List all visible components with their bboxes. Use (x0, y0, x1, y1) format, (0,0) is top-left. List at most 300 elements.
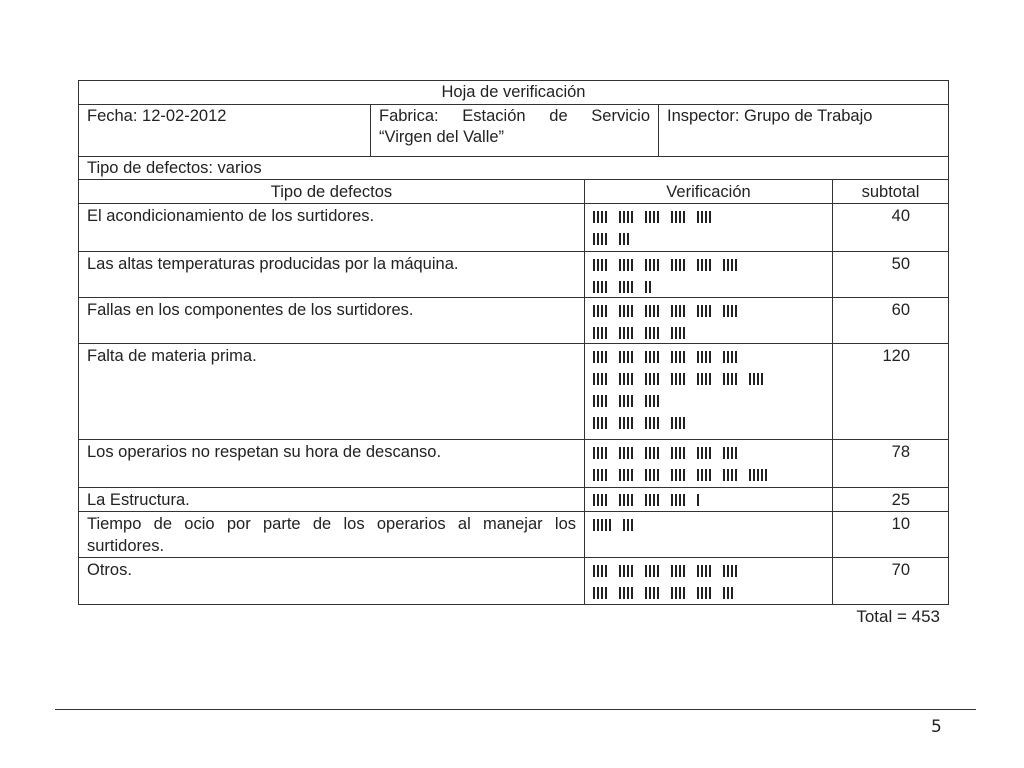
tally-stroke (645, 494, 647, 506)
tally-mark-group (697, 211, 711, 223)
tally-line (593, 490, 824, 510)
subtotal-cell: 25 (891, 491, 910, 509)
tally-stroke (683, 351, 685, 363)
tally-stroke (671, 587, 673, 599)
tally-mark-group (623, 519, 633, 531)
tally-mark-group (645, 565, 659, 577)
tally-stroke (683, 373, 685, 385)
tally-mark-group (593, 519, 611, 531)
tally-mark-group (697, 351, 711, 363)
tally-stroke (653, 351, 655, 363)
tally-stroke (593, 281, 595, 293)
tally-mark-group (593, 281, 607, 293)
tally-mark-group (593, 417, 607, 429)
tally-stroke (597, 447, 599, 459)
tally-mark-group (671, 211, 685, 223)
tally-stroke (601, 327, 603, 339)
tally-stroke (735, 469, 737, 481)
tally-stroke (593, 395, 595, 407)
tally-stroke (705, 565, 707, 577)
tally-stroke (605, 565, 607, 577)
tally-mark-group (645, 327, 659, 339)
tally-stroke (701, 587, 703, 599)
tally-stroke (709, 447, 711, 459)
tally-mark-group (645, 469, 659, 481)
tally-stroke (631, 519, 633, 531)
tally-stroke (731, 305, 733, 317)
tally-mark-group (671, 494, 685, 506)
data-rows (79, 204, 948, 604)
tally-stroke (735, 373, 737, 385)
tally-stroke (619, 373, 621, 385)
tally-stroke (749, 373, 751, 385)
tally-mark-group (723, 469, 737, 481)
tally-stroke (735, 259, 737, 271)
tally-stroke (597, 519, 599, 531)
tally-stroke (697, 565, 699, 577)
tally-stroke (619, 587, 621, 599)
tally-stroke (593, 447, 595, 459)
tally-stroke (619, 211, 621, 223)
tally-stroke (619, 469, 621, 481)
tally-stroke (623, 305, 625, 317)
tally-line (593, 276, 824, 298)
tally-stroke (623, 469, 625, 481)
tally-stroke (727, 259, 729, 271)
tally-stroke (735, 305, 737, 317)
tally-mark-group (723, 259, 737, 271)
tally-stroke (631, 469, 633, 481)
tally-stroke (757, 373, 759, 385)
tally-stroke (623, 587, 625, 599)
tally-stroke (653, 494, 655, 506)
tally-line (593, 560, 824, 582)
tally-mark-group (619, 565, 633, 577)
tally-stroke (605, 447, 607, 459)
tally-stroke (627, 211, 629, 223)
tally-stroke (675, 447, 677, 459)
tally-mark-group (645, 447, 659, 459)
tally-stroke (597, 587, 599, 599)
tally-stroke (645, 259, 647, 271)
tally-mark-group (697, 373, 711, 385)
tally-stroke (631, 211, 633, 223)
tally-stroke (701, 565, 703, 577)
tally-stroke (701, 305, 703, 317)
subtotal-cell: 78 (891, 443, 910, 461)
tally-stroke (631, 565, 633, 577)
tally-line (593, 582, 824, 604)
tally-stroke (657, 351, 659, 363)
header-subtotal: subtotal (861, 183, 920, 201)
tally-stroke (597, 417, 599, 429)
fecha-cell: Fecha: 12-02-2012 (79, 105, 371, 156)
subtotal-cell: 50 (891, 255, 910, 273)
tally-stroke (627, 494, 629, 506)
tally-stroke (671, 565, 673, 577)
tally-stroke (657, 395, 659, 407)
tally-stroke (605, 281, 607, 293)
tally-stroke (593, 305, 595, 317)
tally-mark-group (619, 447, 633, 459)
tally-cell (585, 204, 833, 251)
tally-stroke (705, 211, 707, 223)
tally-cell (585, 440, 833, 487)
tally-mark-group (593, 565, 607, 577)
tally-mark-group (619, 494, 633, 506)
tally-stroke (623, 211, 625, 223)
tally-stroke (593, 259, 595, 271)
tally-stroke (645, 587, 647, 599)
tally-stroke (631, 351, 633, 363)
tally-stroke (697, 587, 699, 599)
tally-mark-group (645, 417, 659, 429)
defect-type-cell: Otros. (79, 558, 585, 604)
tally-stroke (657, 565, 659, 577)
tally-stroke (649, 494, 651, 506)
table-row (79, 344, 948, 440)
tally-stroke (597, 259, 599, 271)
tally-stroke (735, 351, 737, 363)
tally-stroke (631, 305, 633, 317)
tally-stroke (627, 305, 629, 317)
tally-stroke (619, 327, 621, 339)
tally-stroke (645, 351, 647, 363)
tally-stroke (605, 469, 607, 481)
tally-mark-group (593, 395, 607, 407)
inspector-cell: Inspector: Grupo de Trabajo (667, 107, 873, 125)
tally-stroke (701, 373, 703, 385)
tally-mark-group (723, 447, 737, 459)
tally-mark-group (619, 281, 633, 293)
sheet-title-row (79, 81, 948, 105)
tally-stroke (593, 417, 595, 429)
tally-mark-group (619, 587, 633, 599)
tally-stroke (727, 565, 729, 577)
tally-stroke (627, 395, 629, 407)
tally-stroke (597, 305, 599, 317)
tally-stroke (601, 565, 603, 577)
tally-stroke (619, 305, 621, 317)
tally-stroke (657, 494, 659, 506)
tally-stroke (727, 447, 729, 459)
tally-stroke (623, 395, 625, 407)
column-header-row (79, 180, 948, 204)
tally-cell (585, 558, 833, 604)
tally-stroke (597, 469, 599, 481)
tally-stroke (645, 373, 647, 385)
subtotal-cell: 10 (891, 515, 910, 533)
tally-stroke (731, 447, 733, 459)
tally-stroke (605, 373, 607, 385)
tally-stroke (623, 417, 625, 429)
tally-stroke (649, 351, 651, 363)
tally-stroke (701, 447, 703, 459)
tally-mark-group (697, 587, 711, 599)
tally-stroke (627, 281, 629, 293)
tally-stroke (731, 351, 733, 363)
tally-stroke (645, 211, 647, 223)
tally-stroke (605, 587, 607, 599)
tally-stroke (697, 373, 699, 385)
tally-stroke (657, 447, 659, 459)
tally-stroke (653, 469, 655, 481)
tally-mark-group (645, 211, 659, 223)
tally-line (593, 228, 824, 250)
tally-stroke (627, 351, 629, 363)
tally-mark-group (697, 494, 699, 506)
tally-stroke (657, 373, 659, 385)
tally-stroke (697, 259, 699, 271)
tally-mark-group (671, 327, 685, 339)
tally-stroke (683, 565, 685, 577)
tally-stroke (649, 373, 651, 385)
table-row (79, 204, 948, 252)
tally-mark-group (619, 305, 633, 317)
tally-stroke (679, 259, 681, 271)
tally-mark-group (723, 565, 737, 577)
tally-stroke (653, 565, 655, 577)
tally-line (593, 300, 824, 322)
subtotal-cell: 60 (891, 301, 910, 319)
tally-mark-group (593, 373, 607, 385)
tally-stroke (631, 373, 633, 385)
tally-stroke (727, 305, 729, 317)
tally-stroke (749, 469, 751, 481)
tally-stroke (627, 587, 629, 599)
tally-stroke (679, 447, 681, 459)
tally-stroke (597, 211, 599, 223)
tally-line (593, 412, 824, 434)
tally-mark-group (619, 233, 629, 245)
tally-mark-group (619, 259, 633, 271)
defect-type-cell: Falta de materia prima. (79, 344, 585, 439)
tally-stroke (605, 395, 607, 407)
tally-stroke (675, 494, 677, 506)
tally-stroke (653, 373, 655, 385)
tally-stroke (671, 469, 673, 481)
tally-stroke (605, 417, 607, 429)
tally-stroke (679, 305, 681, 317)
tally-stroke (593, 211, 595, 223)
tally-mark-group (671, 259, 685, 271)
tally-stroke (705, 259, 707, 271)
tally-line (593, 390, 824, 412)
tally-stroke (601, 373, 603, 385)
subtotal-cell: 40 (891, 207, 910, 225)
tally-stroke (605, 351, 607, 363)
info-row (79, 105, 948, 157)
tally-mark-group (593, 327, 607, 339)
tally-stroke (619, 233, 621, 245)
tally-stroke (653, 587, 655, 599)
tally-stroke (709, 565, 711, 577)
tally-mark-group (593, 233, 607, 245)
tally-stroke (705, 469, 707, 481)
tally-mark-group (645, 305, 659, 317)
footer-divider (55, 709, 976, 710)
tally-stroke (605, 494, 607, 506)
tally-stroke (671, 373, 673, 385)
tally-stroke (723, 565, 725, 577)
tally-mark-group (671, 351, 685, 363)
tally-stroke (671, 494, 673, 506)
tally-stroke (601, 447, 603, 459)
tally-stroke (597, 373, 599, 385)
tally-stroke (679, 417, 681, 429)
tally-mark-group (593, 494, 607, 506)
tally-mark-group (671, 447, 685, 459)
tally-stroke (697, 211, 699, 223)
table-row (79, 252, 948, 298)
tally-stroke (709, 305, 711, 317)
tally-stroke (601, 211, 603, 223)
tally-stroke (623, 447, 625, 459)
total-label: Total = 453 (856, 607, 940, 626)
tally-stroke (593, 587, 595, 599)
tally-stroke (671, 351, 673, 363)
tally-mark-group (749, 469, 767, 481)
verification-sheet (78, 80, 949, 605)
sheet-title: Hoja de verificación (441, 83, 586, 101)
tally-mark-group (593, 351, 607, 363)
tally-mark-group (671, 305, 685, 317)
tally-stroke (697, 469, 699, 481)
tally-stroke (675, 373, 677, 385)
tally-stroke (627, 373, 629, 385)
tally-stroke (631, 327, 633, 339)
tally-stroke (597, 281, 599, 293)
tally-mark-group (671, 587, 685, 599)
defect-type-cell: Tiempo de ocio por parte de los operarios al manejar los surtidores. (79, 512, 585, 557)
tally-stroke (627, 469, 629, 481)
tally-mark-group (593, 211, 607, 223)
tally-mark-group (749, 373, 763, 385)
tally-stroke (671, 211, 673, 223)
tally-stroke (671, 259, 673, 271)
tally-stroke (679, 494, 681, 506)
tally-stroke (653, 327, 655, 339)
tally-stroke (675, 351, 677, 363)
tally-stroke (619, 565, 621, 577)
tally-stroke (649, 327, 651, 339)
tally-stroke (605, 259, 607, 271)
tally-stroke (723, 587, 725, 599)
tally-stroke (675, 259, 677, 271)
tally-stroke (653, 305, 655, 317)
tally-stroke (601, 281, 603, 293)
tally-line (593, 368, 824, 390)
tally-stroke (649, 259, 651, 271)
tally-stroke (753, 469, 755, 481)
tally-stroke (597, 351, 599, 363)
tally-stroke (619, 259, 621, 271)
tally-stroke (683, 327, 685, 339)
tally-stroke (627, 565, 629, 577)
tally-stroke (623, 519, 625, 531)
tally-stroke (679, 327, 681, 339)
tally-line (593, 442, 824, 464)
tipo-defectos-label: Tipo de defectos: varios (87, 159, 262, 177)
tally-mark-group (593, 587, 607, 599)
tally-cell (585, 344, 833, 439)
tally-line (593, 322, 824, 344)
tally-cell (585, 488, 833, 511)
tally-mark-group (619, 351, 633, 363)
tally-stroke (709, 211, 711, 223)
tally-stroke (627, 447, 629, 459)
tally-line (593, 254, 824, 276)
tally-stroke (619, 281, 621, 293)
tally-stroke (649, 587, 651, 599)
tally-stroke (709, 373, 711, 385)
tally-mark-group (593, 305, 607, 317)
tally-stroke (675, 211, 677, 223)
header-tipo: Tipo de defectos (79, 180, 585, 203)
tally-stroke (653, 417, 655, 429)
page-number: 5 (931, 717, 942, 737)
tally-mark-group (697, 305, 711, 317)
tally-stroke (601, 233, 603, 245)
tally-cell (585, 298, 833, 343)
tally-stroke (675, 565, 677, 577)
tally-stroke (605, 519, 607, 531)
tally-stroke (683, 417, 685, 429)
defect-type-cell: Las altas temperaturas producidas por la máquina. (79, 252, 585, 297)
tally-stroke (701, 469, 703, 481)
tally-stroke (723, 259, 725, 271)
tally-stroke (671, 327, 673, 339)
tally-stroke (679, 211, 681, 223)
tally-stroke (649, 211, 651, 223)
tally-stroke (623, 327, 625, 339)
tally-stroke (631, 417, 633, 429)
tally-stroke (709, 587, 711, 599)
tally-mark-group (723, 351, 737, 363)
tally-mark-group (645, 587, 659, 599)
tally-stroke (761, 469, 763, 481)
tally-stroke (627, 327, 629, 339)
tally-stroke (675, 417, 677, 429)
tally-mark-group (723, 305, 737, 317)
tally-stroke (597, 327, 599, 339)
tally-stroke (679, 351, 681, 363)
tally-stroke (657, 305, 659, 317)
tally-stroke (605, 211, 607, 223)
tally-mark-group (697, 469, 711, 481)
tally-line (593, 346, 824, 368)
tally-stroke (723, 305, 725, 317)
tally-stroke (697, 494, 699, 506)
table-row (79, 512, 948, 558)
tally-stroke (649, 395, 651, 407)
header-verificacion: Verificación (585, 180, 833, 203)
tally-stroke (679, 565, 681, 577)
tally-stroke (709, 469, 711, 481)
tally-stroke (627, 417, 629, 429)
tally-stroke (631, 587, 633, 599)
tally-stroke (735, 447, 737, 459)
table-row (79, 298, 948, 344)
tally-mark-group (723, 373, 737, 385)
tally-stroke (649, 281, 651, 293)
tally-stroke (623, 373, 625, 385)
tally-line (593, 206, 824, 228)
tally-stroke (683, 587, 685, 599)
tally-mark-group (697, 259, 711, 271)
subtotal-cell: 120 (882, 347, 910, 365)
tally-stroke (645, 327, 647, 339)
